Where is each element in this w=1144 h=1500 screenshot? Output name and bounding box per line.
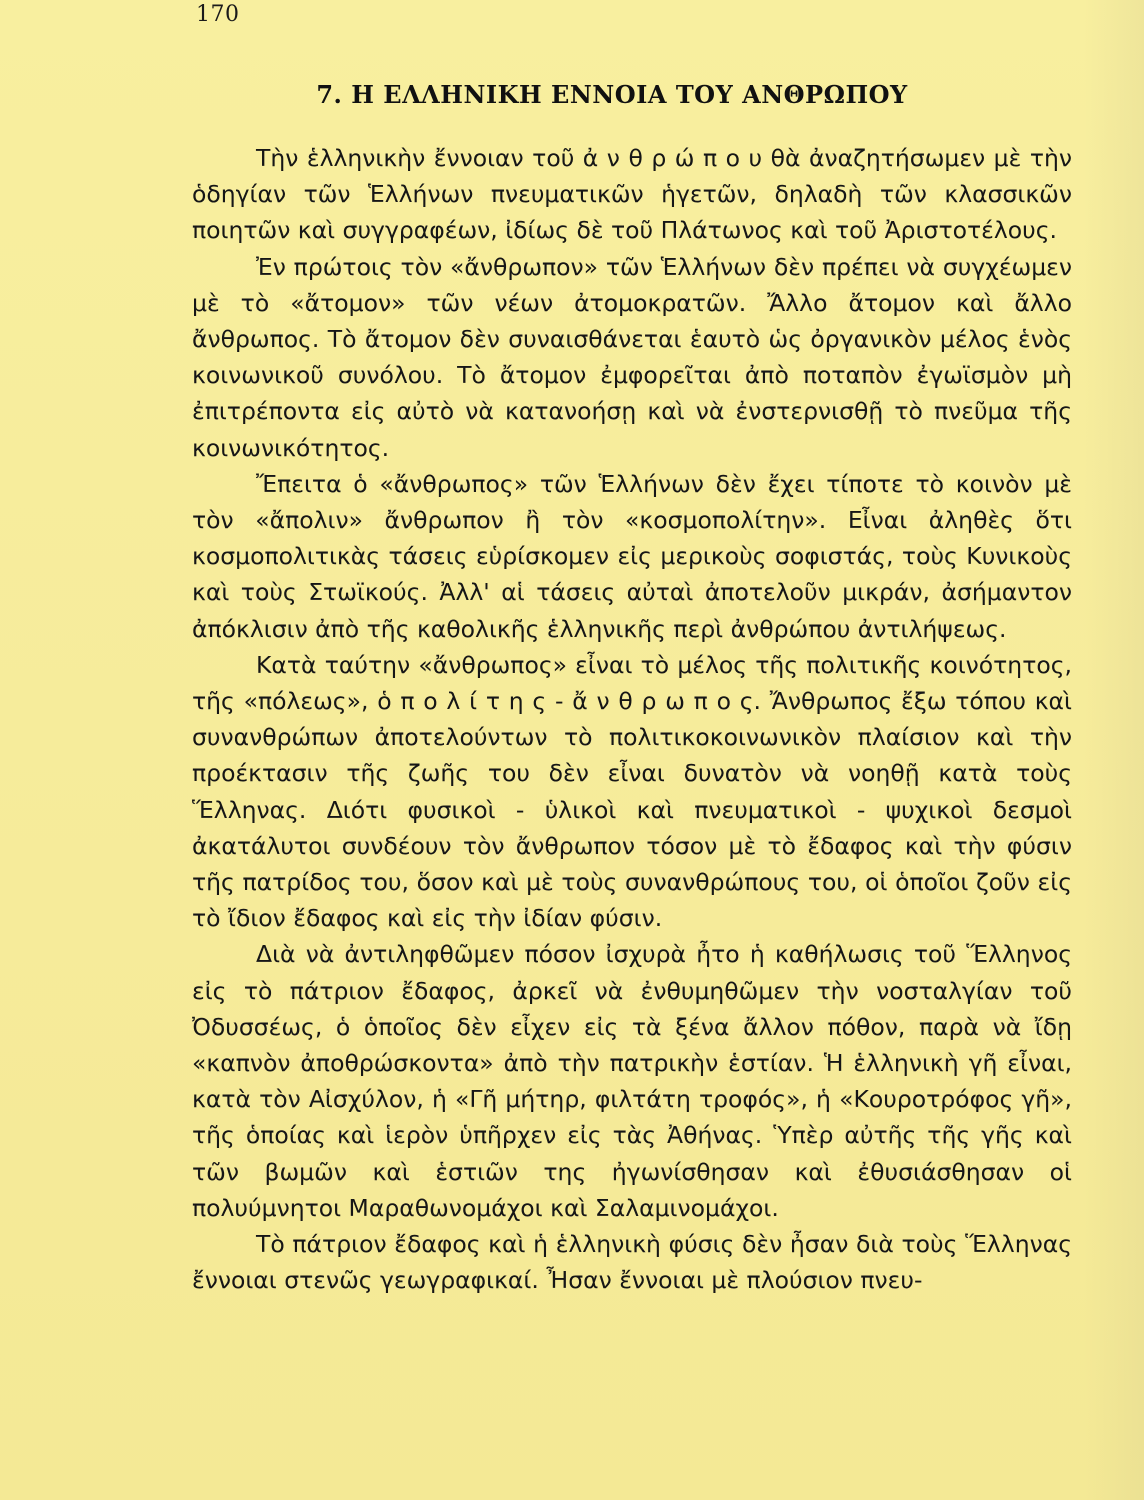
paragraph-6: Τὸ πάτριον ἔδαφος καὶ ἡ ἑλληνικὴ φύσις δὲν ἦσαν διὰ τοὺς Ἕλληνας ἔννοιαι στενῶς γεωγραφικαί. Ἦσαν ἔννοιαι μὲ πλούσιον πνευ- — [192, 1230, 1072, 1295]
paragraph-2: Ἐν πρώτοις τὸν «ἄνθρωπον» τῶν Ἑλλήνων δὲν πρέπει νὰ συγχέωμεν μὲ τὸ «ἄτομον» τῶν νέων ἀτομοκρατῶν. Ἄλλο ἄτομον καὶ ἄλλο ἄνθρωπος. Τὸ ἄτομον δὲν συναισθάνεται ἑαυτὸ ὡς ὀργανικὸν μέλος ἑνὸς κοινωνικοῦ συνόλου. Τὸ ἄτομον ἐμφορεῖται ἀπὸ ποταπὸν ἐγωϊσμὸν μὴ ἐπιτρέποντα εἰς αὐτὸ νὰ κατανοήσῃ καὶ νὰ ἐνστερνισθῇ τὸ πνεῦμα τῆς κοινωνικότητος. — [192, 252, 1072, 462]
paragraph-3: Ἔπειτα ὁ «ἄνθρωπος» τῶν Ἑλλήνων δὲν ἔχει τίποτε τὸ κοινὸν μὲ τὸν «ἄπολιν» ἄνθρωπον ἢ τὸν «κοσμοπολίτην». Εἶναι ἀληθὲς ὅτι κοσμοπολιτικὰς τάσεις εὑρίσκομεν εἰς μερικοὺς σοφιστάς, τοὺς Κυνικοὺς καὶ τοὺς Στωϊκούς. Ἀλλ' αἱ τάσεις αὐταὶ ἀποτελοῦν μικράν, ἀσήμαντον ἀπόκλισιν ἀπὸ τῆς καθολικῆς ἑλληνικῆς περὶ ἀνθρώπου ἀντιλήψεως. — [192, 469, 1072, 643]
paragraph-1: Τὴν ἑλληνικὴν ἔννοιαν τοῦ ἀ ν θ ρ ώ π ο υ θὰ ἀναζητήσωμεν μὲ τὴν ὁδηγίαν τῶν Ἑλλήνων πνευματικῶν ἡγετῶν, δηλαδὴ τῶν κλασσικῶν ποιητῶν καὶ συγγραφέων, ἰδίως δὲ τοῦ Πλάτωνος καὶ τοῦ Ἀριστοτέλους. — [192, 144, 1072, 245]
page-edge-shadow — [1084, 0, 1144, 1500]
chapter-title-text: 7. Η ΕΛΛΗΝΙΚΗ ΕΝΝΟΙΑ ΤΟΥ ΑΝΘΡΩΠΟΥ — [316, 80, 908, 109]
paragraph-4: Κατὰ ταύτην «ἄνθρωπος» εἶναι τὸ μέλος τῆς πολιτικῆς κοινότητος, τῆς «πόλεως», ὁ π ο λ ί τ η ς - ἄ ν θ ρ ω π ο ς. Ἄνθρωπος ἔξω τόπου καὶ συνανθρώπων ἀποτελούντων τὸ πολιτικοκοινωνικὸν πλαίσιον καὶ τὴν προέκτασιν τῆς ζωῆς του δὲν εἶναι δυνατὸν νὰ νοηθῇ κατὰ τοὺς Ἕλληνας. Διότι φυσικοὶ - ὑλικοὶ καὶ πνευματικοὶ - ψυχικοὶ δεσμοὶ ἀκατάλυτοι συνδέουν τὸν ἄνθρωπον τόσον μὲ τὸ ἔδαφος καὶ τὴν φύσιν τῆς πατρίδος του, ὅσον καὶ μὲ τοὺς συνανθρώπους του, οἱ ὁποῖοι ζοῦν εἰς τὸ ἴδιον ἔδαφος καὶ εἰς τὴν ἰδίαν φύσιν. — [192, 650, 1072, 933]
paragraph-5: Διὰ νὰ ἀντιληφθῶμεν πόσον ἰσχυρὰ ἦτο ἡ καθήλωσις τοῦ Ἕλληνος εἰς τὸ πάτριον ἔδαφος, ἀρκεῖ νὰ ἐνθυμηθῶμεν τὴν νοσταλγίαν τοῦ Ὀδυσσέως, ὁ ὁποῖος δὲν εἶχεν εἰς τὰ ξένα ἄλλον πόθον, παρὰ νὰ ἴδῃ «καπνὸν ἀποθρώσκοντα» ἀπὸ τὴν πατρικὴν ἑστίαν. Ἡ ἑλληνικὴ γῆ εἶναι, κατὰ τὸν Αἰσχύλον, ἡ «Γῆ μήτηρ, φιλτάτη τροφός», ἡ «Κουροτρόφος γῆ», τῆς ὁποίας καὶ ἱερὸν ὑπῆρχεν εἰς τὰς Ἀθήνας. Ὑπὲρ αὐτῆς τῆς γῆς καὶ τῶν βωμῶν καὶ ἑστιῶν της ἠγωνίσθησαν καὶ ἐθυσιάσθησαν οἱ πολυύμνητοι Μαραθωνομάχοι καὶ Σαλαμινομάχοι. — [192, 940, 1072, 1222]
page-number: 170 — [196, 2, 240, 27]
body-text — [192, 140, 1072, 1299]
chapter-title — [0, 80, 1144, 109]
